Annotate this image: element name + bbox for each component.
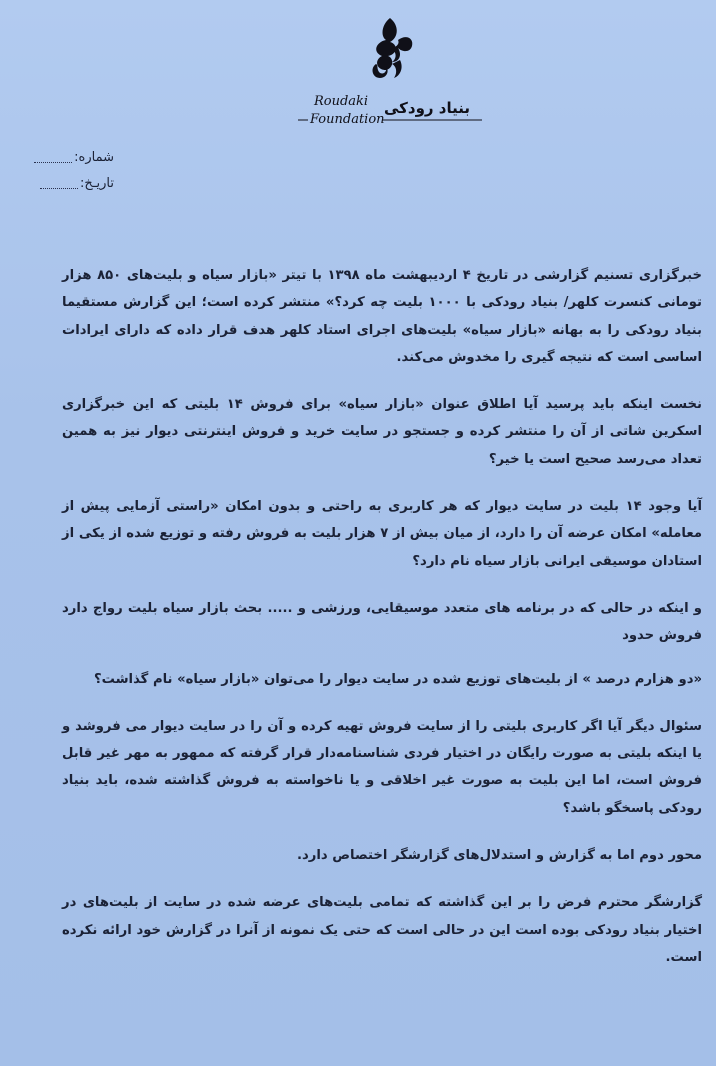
roudaki-foundation-logo: [290, 10, 490, 130]
date-label: تاریـخ:: [79, 176, 114, 191]
date-blank: [40, 178, 78, 189]
paragraph-3: آیا وجود ۱۴ بلیت در سایت دیوار که هر کاربری به راحتی و بدون امکان «راستی آزمایی پیش از معامله» امکان عرضه آن را دارد، از میان بیش از ۷ هزار بلیت به فروش رفته و توزیع شده از یکی از استادان موسیقی ایرانی بازار سیاه نام دارد؟: [62, 499, 703, 569]
logo-fa-name: بنیاد رودکی: [384, 99, 470, 117]
logo-en-line1: Roudaki: [314, 94, 369, 109]
number-label: شماره:: [74, 150, 114, 165]
paragraph-2: نخست اینکه باید پرسید آیا اطلاق عنوان «بازار سیاه» برای فروش ۱۴ بلیتی که این خبرگزاری اسکرین شاتی از آن را منتشر کرده و جستجو در سایت خرید و فروش اینترنتی دیوار نیز به همین تعداد می‌رسد صحیح است یا خیر؟: [62, 397, 702, 467]
paragraph-4: و اینکه در حالی که در برنامه های متعدد موسیقایی، ورزشی و ..... بحث بازار سیاه بلیت رواج دارد فروش حدود: [62, 600, 702, 644]
logo-en-line2: Foundation: [310, 112, 385, 127]
logo-mark: [290, 10, 490, 130]
paragraph-8: گزارشگر محترم فرض را بر این گذاشته که تمامی بلیت‌های عرضه شده در سایت از بلیت‌های در اختیار بنیاد رودکی بوده است این در حالی است که حتی یک نمونه از آنرا در گزارش خود ارائه نکرده است.: [62, 895, 702, 965]
date-field: [24, 176, 114, 191]
paragraph-6: سئوال دیگر آیا اگر کاربری بلیتی را از سایت فروش تهیه کرده و آن را در سایت دیوار می فروشد و یا اینکه بلیتی به صورت رایگان در اختیار فردی شناسنامه‌دار قرار گرفته که ممهور به مهر غیر قابل فروش است، اما این بلیت به صورت غیر اخلاقی و یا ناخواسته به فروش گذاشته شده، باید بنیاد رودکی پاسخگو باشد؟: [62, 718, 702, 816]
paragraph-5: «دو هزارم درصد » از بلیت‌های توزیع شده در سایت دیوار را می‌توان «بازار سیاه» نام گذاشت؟: [93, 671, 702, 687]
number-field: [24, 150, 114, 165]
letter-body: [62, 262, 702, 991]
paragraph-1: خبرگزاری تسنیم گزارشی در تاریخ ۴ اردیبهشت ماه ۱۳۹۸ با تیتر «بازار سیاه و بلیت‌های ۸۵۰ هزار تومانی کنسرت کلهر/ بنیاد رودکی با ۱۰۰۰ بلیت چه کرد؟» منتشر کرده است؛ این گزارش مستقیما بنیاد رودکی را به بهانه «بازار سیاه» بلیت‌های اجرای استاد کلهر هدف قرار داده که دارای ایرادات اساسی است که نتیجه گیری را مخدوش می‌کند.: [62, 268, 702, 365]
paragraph-7: محور دوم اما به گزارش و استدلال‌های گزارشگر اختصاص دارد.: [297, 848, 702, 864]
number-blank: [34, 152, 72, 163]
